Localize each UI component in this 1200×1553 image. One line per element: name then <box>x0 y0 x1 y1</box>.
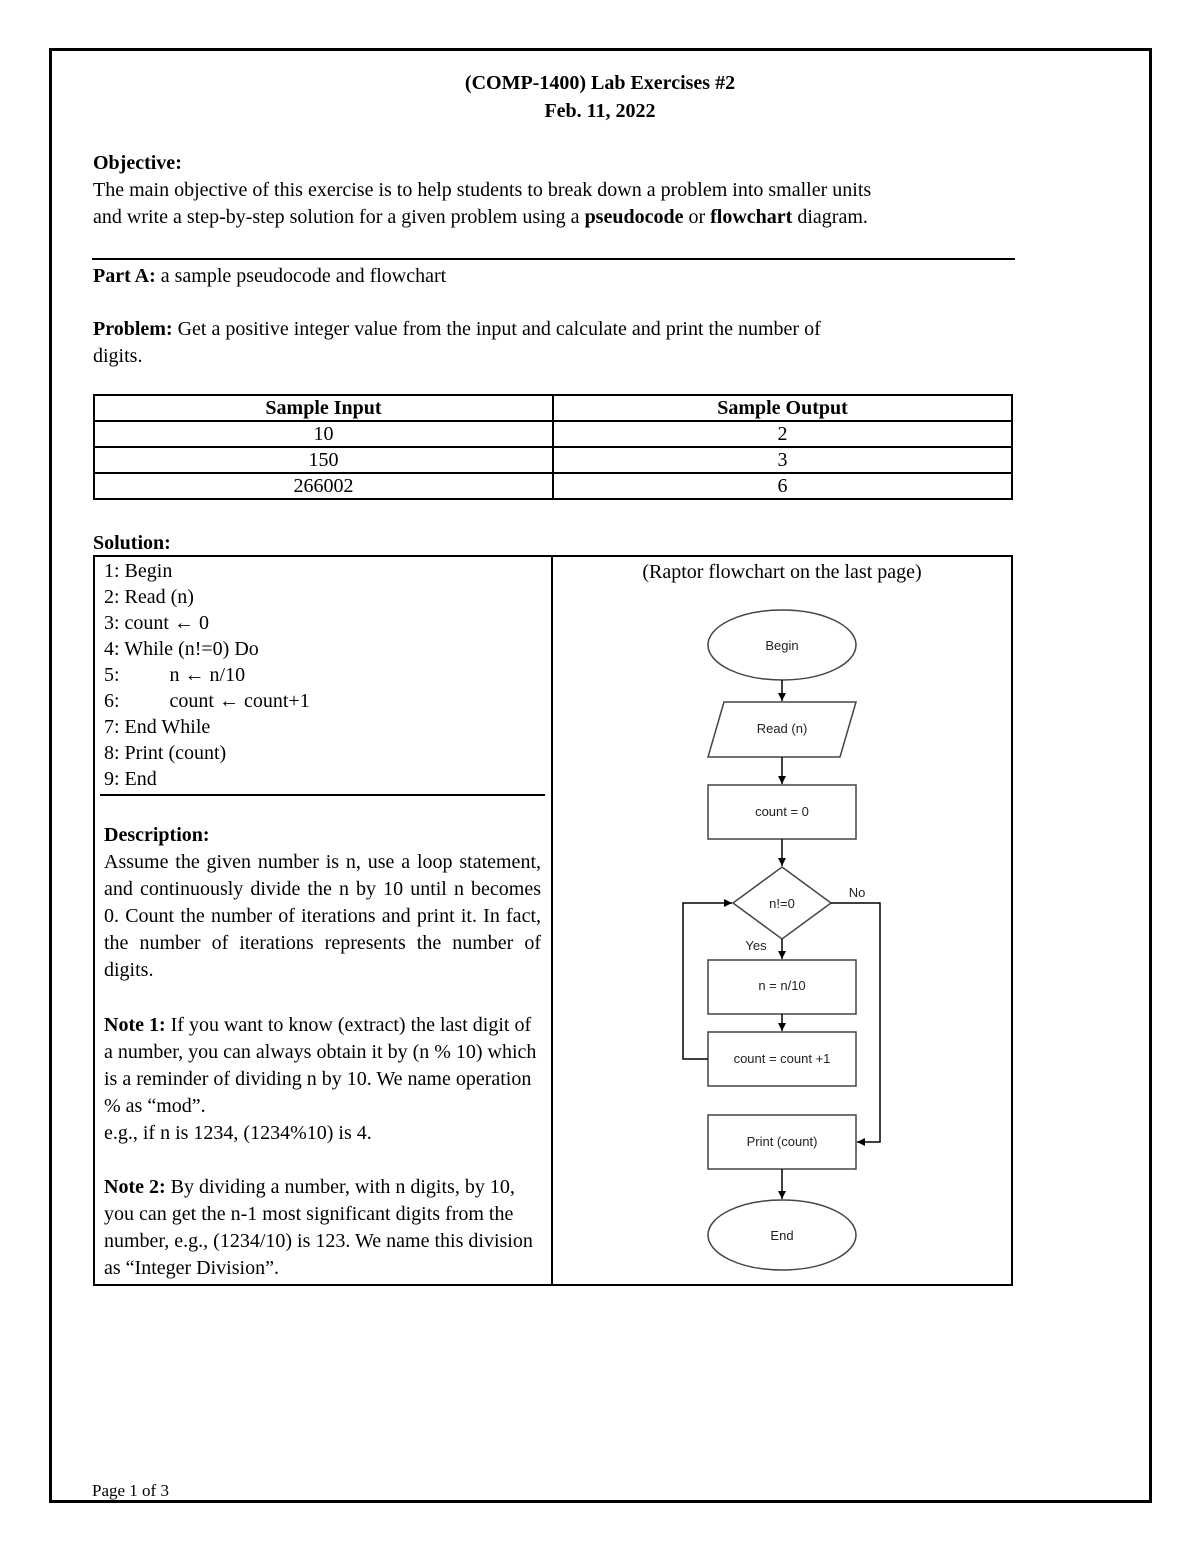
divide-label: n = n/10 <box>758 978 806 993</box>
print-label: Print (count) <box>746 1134 818 1149</box>
code-line: 3: count ← 0 <box>104 612 209 634</box>
objective-line2: and write a step-by-step solution for a given problem using a pseudocode or flowchart diagram. <box>93 206 868 228</box>
table-cell: 6 <box>553 473 1012 499</box>
table-cell: 2 <box>553 421 1012 447</box>
no-label: No <box>848 885 866 900</box>
flowchart-caption: (Raptor flowchart on the last page) <box>642 561 922 583</box>
read-label: Read (n) <box>756 721 808 736</box>
increment-label: count = count +1 <box>733 1051 831 1066</box>
solution-heading: Solution: <box>93 532 171 554</box>
end-label: End <box>770 1228 794 1243</box>
description-heading: Description: <box>104 824 210 846</box>
lab-title: (COMP-1400) Lab Exercises #2 <box>464 72 736 94</box>
note1-example: e.g., if n is 1234, (1234%10) is 4. <box>104 1122 372 1144</box>
part-a-line: Part A: a sample pseudocode and flowchart <box>93 265 447 287</box>
header-sample-input: Sample Input <box>94 395 553 421</box>
lab-date: Feb. 11, 2022 <box>544 100 656 122</box>
code-line: 5: n ← n/10 <box>104 664 246 686</box>
page-number: Page 1 of 3 <box>92 1481 169 1500</box>
table-cell: 10 <box>94 421 553 447</box>
code-line: 1: Begin <box>104 560 173 582</box>
note2: Note 2: By dividing a number, with n digits, by 10, you can get the n-1 most significant digits from the number, e.g., (1234/10) is 123. We name this division as “Integer Division”. <box>104 1176 533 1279</box>
code-line: 2: Read (n) <box>104 586 194 608</box>
header-sample-output: Sample Output <box>553 395 1012 421</box>
description-text: Assume the given number is n, use a loop statement, and continuously divide the n by 10 until n becomes 0. Count the number of iterations and print it. In fact, the number of iterations represents the number of digits. <box>104 851 541 981</box>
yes-label: Yes <box>745 938 767 953</box>
problem-line: Problem: Get a positive integer value from the input and calculate and print the number of <box>93 318 821 340</box>
code-line: 9: End <box>104 768 157 790</box>
problem-line2: digits. <box>93 345 143 367</box>
note1: Note 1: If you want to know (extract) the last digit of a number, you can always obtain it by (n % 10) which is a reminder of dividing n by 10. We name operation % as “mod”. <box>104 1014 537 1117</box>
code-line: 6: count ← count+1 <box>104 690 310 712</box>
init-label: count = 0 <box>755 804 809 819</box>
table-cell: 266002 <box>94 473 553 499</box>
begin-label: Begin <box>765 638 799 653</box>
table-cell: 150 <box>94 447 553 473</box>
objective-line1: The main objective of this exercise is to help students to break down a problem into smaller units <box>93 179 872 201</box>
objective-heading: Objective: <box>93 152 182 174</box>
table-cell: 3 <box>553 447 1012 473</box>
code-line: 8: Print (count) <box>104 742 227 764</box>
arrow-no-branch <box>831 903 880 1142</box>
condition-label: n!=0 <box>769 896 795 911</box>
code-line: 7: End While <box>104 716 211 738</box>
code-line: 4: While (n!=0) Do <box>104 638 259 660</box>
